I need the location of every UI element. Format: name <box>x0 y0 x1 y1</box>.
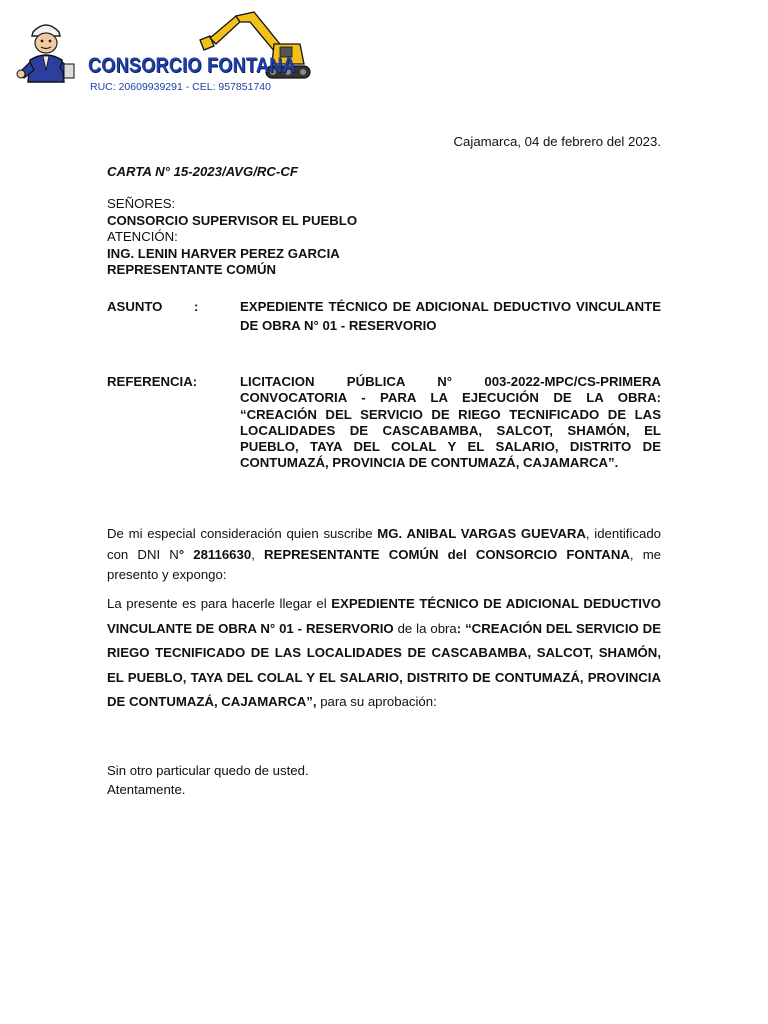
closing-line-1: Sin otro particular quedo de usted. <box>107 763 309 778</box>
company-logo <box>16 10 316 93</box>
signer-role: REPRESENTANTE COMÚN del CONSORCIO FONTANA <box>264 546 630 562</box>
p1-text-3: , <box>251 546 265 562</box>
address-block <box>107 196 667 279</box>
company-contact: RUC: 20609939291 - CEL: 957851740 <box>90 81 271 93</box>
closing-block <box>107 761 309 799</box>
asunto-colon: : <box>194 299 199 314</box>
body-paragraph <box>107 592 661 715</box>
expediente-title: EXPEDIENTE TÉCNICO DE ADICIONAL DEDUCTIVO VINCULANTE DE OBRA N° 01 - RESERVORIO <box>107 596 661 636</box>
senores-label: SEÑORES: <box>107 196 176 211</box>
recipient-name: CONSORCIO SUPERVISOR EL PUEBLO <box>107 212 358 228</box>
atencion-label: ATENCIÓN: <box>107 229 178 244</box>
referencia-text: LICITACION PÚBLICA N° 003-2022-MPC/CS-PRIMERA CONVOCATORIA - PARA LA EJECUCIÓN DE LA OBRA: “CREACIÓN DEL SERVICIO DE RIEGO TECNIFICADO DE LAS LOCALIDADES DE CASCABAMBA, SALCOT, SHAMÓN, EL PUEBLO, TAYA DEL COLAL Y EL SALARIO, DISTRITO DE CONTUMAZÁ, PROVINCIA DE CONTUMAZÁ, CAJAMARCA”. <box>240 374 661 471</box>
p2-text-2: de la obra <box>393 620 457 636</box>
asunto-label: ASUNTO <box>107 299 163 314</box>
referencia-row <box>107 374 661 474</box>
attention-role: REPRESENTANTE COMÚN <box>107 262 277 277</box>
p2-text-1: La presente es para hacerle llegar el <box>107 596 332 611</box>
asunto-row <box>107 297 661 337</box>
company-name: CONSORCIO FONTANA <box>88 54 296 77</box>
attention-name: ING. LENIN HARVER PEREZ GARCIA <box>107 245 340 261</box>
p1-text-1: De mi especial consideración quien suscribe <box>107 526 378 541</box>
dni-number: ° 28116630 <box>178 546 252 562</box>
p2-text-3: para su aprobación: <box>316 694 437 709</box>
letter-number: CARTA N° 15-2023/AVG/RC-CF <box>107 164 298 179</box>
p1-text-2: , identificado con DNI N <box>107 526 662 562</box>
signer-name: MG. ANIBAL VARGAS GUEVARA <box>377 526 586 541</box>
worker-mascot-icon <box>16 10 76 86</box>
intro-paragraph <box>107 524 661 586</box>
closing-line-2: Atentamente. <box>107 782 186 797</box>
referencia-label: REFERENCIA: <box>107 374 198 389</box>
p1-text-4: , me presento y expongo: <box>107 546 662 582</box>
obra-title: : “CREACIÓN DEL SERVICIO DE RIEGO TECNIFICADO DE LAS LOCALIDADES DE CASCABAMBA, SALCOT, SHAMÓN, EL PUEBLO, TAYA DEL COLAL Y EL SALARIO, DISTRITO DE CONTUMAZÁ, PROVINCIA DE CONTUMAZÁ, CAJAMARCA”, <box>107 620 661 709</box>
letter-date: Cajamarca, 04 de febrero del 2023. <box>453 134 661 149</box>
asunto-text: EXPEDIENTE TÉCNICO DE ADICIONAL DEDUCTIVO VINCULANTE DE OBRA N° 01 - RESERVORIO <box>240 299 661 333</box>
